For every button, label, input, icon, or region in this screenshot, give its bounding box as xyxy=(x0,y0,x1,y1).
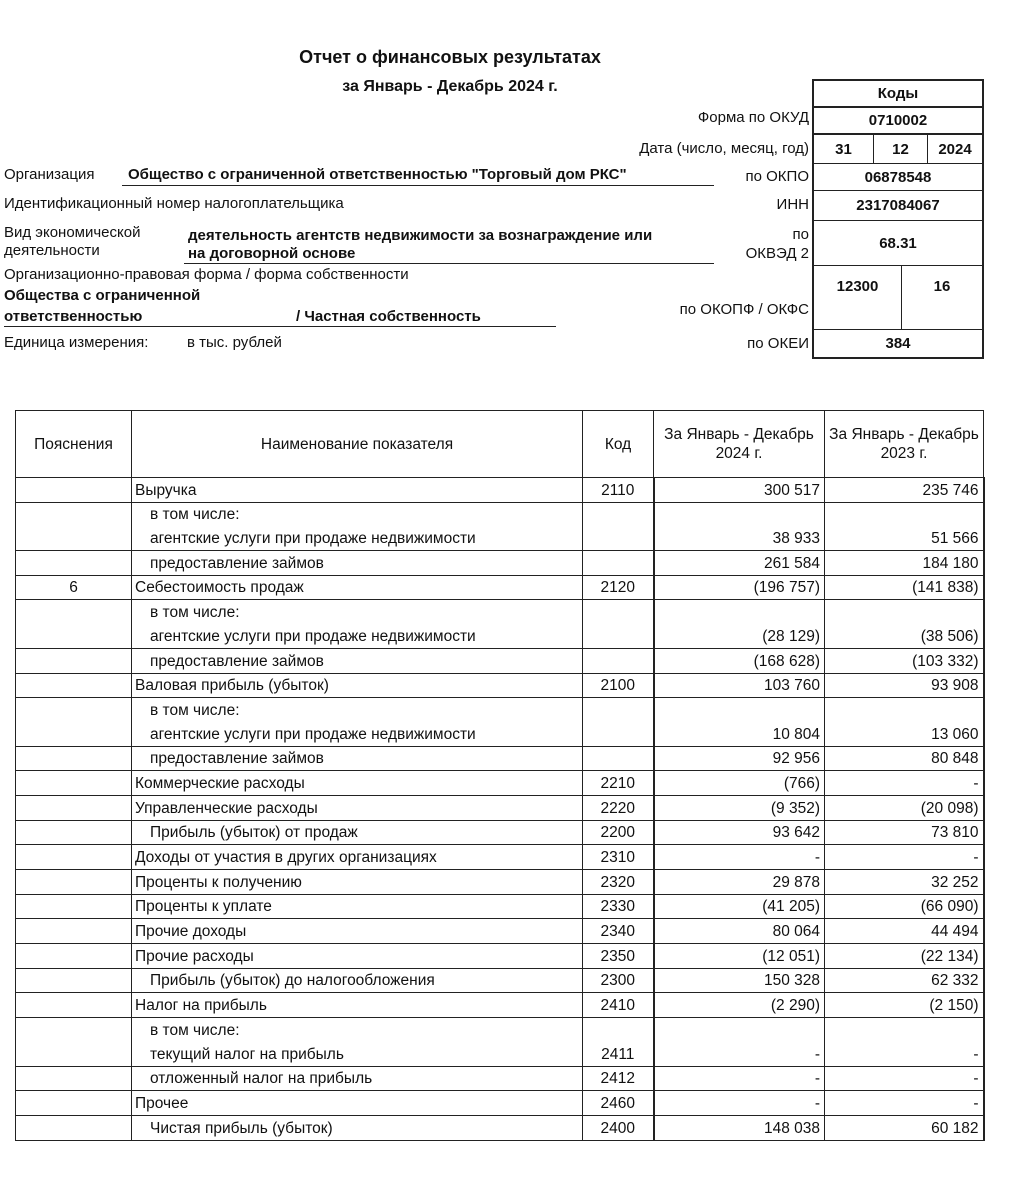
table-row xyxy=(16,673,984,698)
row-previous-value: (66 090) xyxy=(825,894,984,919)
row-code xyxy=(583,1018,654,1042)
row-previous-value xyxy=(825,502,984,526)
row-code: 2350 xyxy=(583,944,654,969)
okud-code: 0710002 xyxy=(814,106,982,133)
okved-label-2: ОКВЭД 2 xyxy=(745,245,809,262)
row-previous-value: 60 182 xyxy=(825,1115,984,1140)
okpo-code: 06878548 xyxy=(814,163,982,190)
legal-form-underline xyxy=(4,326,556,327)
unit-label: Единица измерения: xyxy=(4,334,149,351)
activity-line-2: на договорной основе xyxy=(188,245,356,262)
row-note xyxy=(16,944,132,969)
row-current-value: (766) xyxy=(654,771,825,796)
inn-code-label: ИНН xyxy=(776,196,809,213)
row-name: Налог на прибыль xyxy=(132,993,583,1018)
row-note xyxy=(16,1115,132,1140)
row-current-value: 261 584 xyxy=(654,551,825,576)
row-code: 2200 xyxy=(583,820,654,845)
row-code: 2210 xyxy=(583,771,654,796)
okud-label: Форма по ОКУД xyxy=(697,109,809,126)
row-current-value: 80 064 xyxy=(654,919,825,944)
okopf-label: по ОКОПФ / ОКФС xyxy=(679,301,809,318)
row-current-value: - xyxy=(654,1066,825,1091)
row-name: предоставление займов xyxy=(132,551,583,576)
row-note xyxy=(16,968,132,993)
row-previous-value xyxy=(825,698,984,722)
okei-code: 384 xyxy=(814,329,982,357)
row-current-value: - xyxy=(654,845,825,870)
row-code: 2100 xyxy=(583,673,654,698)
row-current-value: (2 290) xyxy=(654,993,825,1018)
table-row xyxy=(16,502,984,526)
row-note xyxy=(16,820,132,845)
row-current-value: 150 328 xyxy=(654,968,825,993)
row-name: Прибыль (убыток) от продаж xyxy=(132,820,583,845)
table-row xyxy=(16,746,984,771)
row-code xyxy=(583,526,654,550)
activity-line-1: деятельность агентств недвижимости за вознаграждение или xyxy=(188,227,653,244)
row-previous-value: - xyxy=(825,845,984,870)
row-current-value: 300 517 xyxy=(654,478,825,503)
row-current-value xyxy=(654,502,825,526)
organization-name: Общество с ограниченной ответственностью "Торговый дом РКС" xyxy=(128,166,627,183)
table-row xyxy=(16,722,984,746)
row-code: 2110 xyxy=(583,478,654,503)
activity-label-2: деятельности xyxy=(4,242,100,259)
row-name: Себестоимость продаж xyxy=(132,575,583,600)
row-current-value: (9 352) xyxy=(654,795,825,820)
row-code: 2460 xyxy=(583,1091,654,1116)
organization-label: Организация xyxy=(4,166,95,183)
row-name: предоставление займов xyxy=(132,648,583,673)
row-current-value: (12 051) xyxy=(654,944,825,969)
row-note xyxy=(16,478,132,503)
row-previous-value: (103 332) xyxy=(825,648,984,673)
table-row xyxy=(16,600,984,624)
row-name: Доходы от участия в других организациях xyxy=(132,845,583,870)
table-row xyxy=(16,1018,984,1042)
row-name: Управленческие расходы xyxy=(132,795,583,820)
date-label: Дата (число, месяц, год) xyxy=(639,140,809,157)
table-row xyxy=(16,870,984,895)
row-note xyxy=(16,722,132,746)
table-row xyxy=(16,575,984,600)
row-current-value xyxy=(654,600,825,624)
row-note xyxy=(16,673,132,698)
row-name: агентские услуги при продаже недвижимости xyxy=(132,624,583,648)
table-row xyxy=(16,1091,984,1116)
row-name: Проценты к получению xyxy=(132,870,583,895)
row-previous-value: 235 746 xyxy=(825,478,984,503)
row-note xyxy=(16,919,132,944)
okopf-code: 12300 xyxy=(814,265,901,329)
table-row xyxy=(16,698,984,722)
table-row xyxy=(16,1042,984,1066)
row-code xyxy=(583,600,654,624)
table-row xyxy=(16,551,984,576)
row-code xyxy=(583,648,654,673)
row-name: Прочие доходы xyxy=(132,919,583,944)
row-note xyxy=(16,771,132,796)
ownership-form: / Частная собственность xyxy=(296,308,481,325)
row-name: предоставление займов xyxy=(132,746,583,771)
row-name: Прочие расходы xyxy=(132,944,583,969)
row-name: агентские услуги при продаже недвижимости xyxy=(132,526,583,550)
row-current-value: (196 757) xyxy=(654,575,825,600)
row-current-value xyxy=(654,698,825,722)
inn-code: 2317084067 xyxy=(814,190,982,220)
row-previous-value: (20 098) xyxy=(825,795,984,820)
activity-underline xyxy=(184,263,714,264)
table-row xyxy=(16,1115,984,1140)
financial-results-table xyxy=(15,410,985,1141)
row-previous-value: 13 060 xyxy=(825,722,984,746)
row-name: Прочее xyxy=(132,1091,583,1116)
activity-label-1: Вид экономической xyxy=(4,224,141,241)
header-name: Наименование показателя xyxy=(132,411,583,478)
row-previous-value: (2 150) xyxy=(825,993,984,1018)
row-current-value: 148 038 xyxy=(654,1115,825,1140)
row-note xyxy=(16,845,132,870)
header-code: Код xyxy=(583,411,654,478)
table-row xyxy=(16,845,984,870)
row-previous-value: - xyxy=(825,771,984,796)
okpo-label: по ОКПО xyxy=(745,168,809,185)
row-previous-value: 51 566 xyxy=(825,526,984,550)
row-note xyxy=(16,870,132,895)
row-previous-value: (141 838) xyxy=(825,575,984,600)
legal-form-line-1: Общества с ограниченной xyxy=(4,287,201,304)
okfs-code: 16 xyxy=(901,265,982,329)
row-code: 2300 xyxy=(583,968,654,993)
row-note xyxy=(16,526,132,550)
row-code xyxy=(583,722,654,746)
row-name: в том числе: xyxy=(132,1018,583,1042)
table-row xyxy=(16,526,984,550)
row-name: Чистая прибыль (убыток) xyxy=(132,1115,583,1140)
row-name: Проценты к уплате xyxy=(132,894,583,919)
row-previous-value: 73 810 xyxy=(825,820,984,845)
row-previous-value: - xyxy=(825,1091,984,1116)
row-note xyxy=(16,600,132,624)
row-code: 2411 xyxy=(583,1042,654,1066)
table-row xyxy=(16,771,984,796)
okved-code: 68.31 xyxy=(814,220,982,265)
row-current-value: 93 642 xyxy=(654,820,825,845)
table-row xyxy=(16,993,984,1018)
row-code: 2320 xyxy=(583,870,654,895)
row-note xyxy=(16,648,132,673)
date-month: 12 xyxy=(873,133,927,163)
row-note xyxy=(16,1091,132,1116)
report-title: Отчет о финансовых результатах xyxy=(299,47,601,67)
row-note xyxy=(16,894,132,919)
row-current-value: 103 760 xyxy=(654,673,825,698)
row-current-value: 10 804 xyxy=(654,722,825,746)
row-code: 2120 xyxy=(583,575,654,600)
row-current-value: (28 129) xyxy=(654,624,825,648)
legal-form-label: Организационно-правовая форма / форма собственности xyxy=(4,266,409,283)
header-notes: Пояснения xyxy=(16,411,132,478)
row-current-value: 92 956 xyxy=(654,746,825,771)
row-note: 6 xyxy=(16,575,132,600)
table-row xyxy=(16,795,984,820)
row-previous-value: 80 848 xyxy=(825,746,984,771)
row-name: текущий налог на прибыль xyxy=(132,1042,583,1066)
row-code xyxy=(583,551,654,576)
row-previous-value: (22 134) xyxy=(825,944,984,969)
row-code: 2310 xyxy=(583,845,654,870)
row-code: 2410 xyxy=(583,993,654,1018)
date-year: 2024 xyxy=(927,133,982,163)
row-note xyxy=(16,698,132,722)
row-name: Прибыль (убыток) до налогообложения xyxy=(132,968,583,993)
row-previous-value: 62 332 xyxy=(825,968,984,993)
row-previous-value: - xyxy=(825,1066,984,1091)
row-previous-value xyxy=(825,1018,984,1042)
row-name: агентские услуги при продаже недвижимости xyxy=(132,722,583,746)
table-row xyxy=(16,944,984,969)
row-name: Выручка xyxy=(132,478,583,503)
table-row xyxy=(16,648,984,673)
table-row xyxy=(16,894,984,919)
okei-label: по ОКЕИ xyxy=(747,335,809,352)
row-note xyxy=(16,1042,132,1066)
row-previous-value: - xyxy=(825,1042,984,1066)
row-previous-value: 44 494 xyxy=(825,919,984,944)
row-current-value: - xyxy=(654,1042,825,1066)
organization-underline xyxy=(122,185,714,186)
row-name: отложенный налог на прибыль xyxy=(132,1066,583,1091)
row-previous-value: 184 180 xyxy=(825,551,984,576)
row-note xyxy=(16,1018,132,1042)
okved-label-1: по xyxy=(792,226,809,243)
row-note xyxy=(16,746,132,771)
row-current-value: 29 878 xyxy=(654,870,825,895)
legal-form-line-2: ответственностью xyxy=(4,308,143,325)
table-row xyxy=(16,919,984,944)
row-current-value: 38 933 xyxy=(654,526,825,550)
row-name: Валовая прибыль (убыток) xyxy=(132,673,583,698)
row-code xyxy=(583,624,654,648)
row-current-value: (168 628) xyxy=(654,648,825,673)
row-note xyxy=(16,795,132,820)
row-code xyxy=(583,746,654,771)
row-previous-value: 32 252 xyxy=(825,870,984,895)
header-current-period: За Январь - Декабрь 2024 г. xyxy=(654,411,825,478)
row-previous-value xyxy=(825,600,984,624)
row-current-value xyxy=(654,1018,825,1042)
table-row xyxy=(16,968,984,993)
row-note xyxy=(16,1066,132,1091)
row-code: 2340 xyxy=(583,919,654,944)
row-current-value: (41 205) xyxy=(654,894,825,919)
row-note xyxy=(16,502,132,526)
report-period: за Январь - Декабрь 2024 г. xyxy=(342,78,558,95)
table-header-row xyxy=(16,411,984,478)
row-previous-value: (38 506) xyxy=(825,624,984,648)
row-name: Коммерческие расходы xyxy=(132,771,583,796)
row-note xyxy=(16,624,132,648)
inn-label: Идентификационный номер налогоплательщика xyxy=(4,195,344,212)
row-current-value: - xyxy=(654,1091,825,1116)
row-code: 2400 xyxy=(583,1115,654,1140)
table-row xyxy=(16,478,984,503)
row-code xyxy=(583,502,654,526)
row-previous-value: 93 908 xyxy=(825,673,984,698)
row-code: 2220 xyxy=(583,795,654,820)
codes-header: Коды xyxy=(877,85,919,102)
row-name: в том числе: xyxy=(132,698,583,722)
row-code: 2330 xyxy=(583,894,654,919)
codes-box xyxy=(812,79,984,359)
unit-value: в тыс. рублей xyxy=(187,334,282,351)
row-name: в том числе: xyxy=(132,502,583,526)
table-row xyxy=(16,1066,984,1091)
row-code xyxy=(583,698,654,722)
table-row xyxy=(16,820,984,845)
row-code: 2412 xyxy=(583,1066,654,1091)
row-note xyxy=(16,993,132,1018)
header-previous-period: За Январь - Декабрь 2023 г. xyxy=(825,411,984,478)
table-row xyxy=(16,624,984,648)
date-day: 31 xyxy=(814,133,873,163)
row-note xyxy=(16,551,132,576)
row-name: в том числе: xyxy=(132,600,583,624)
